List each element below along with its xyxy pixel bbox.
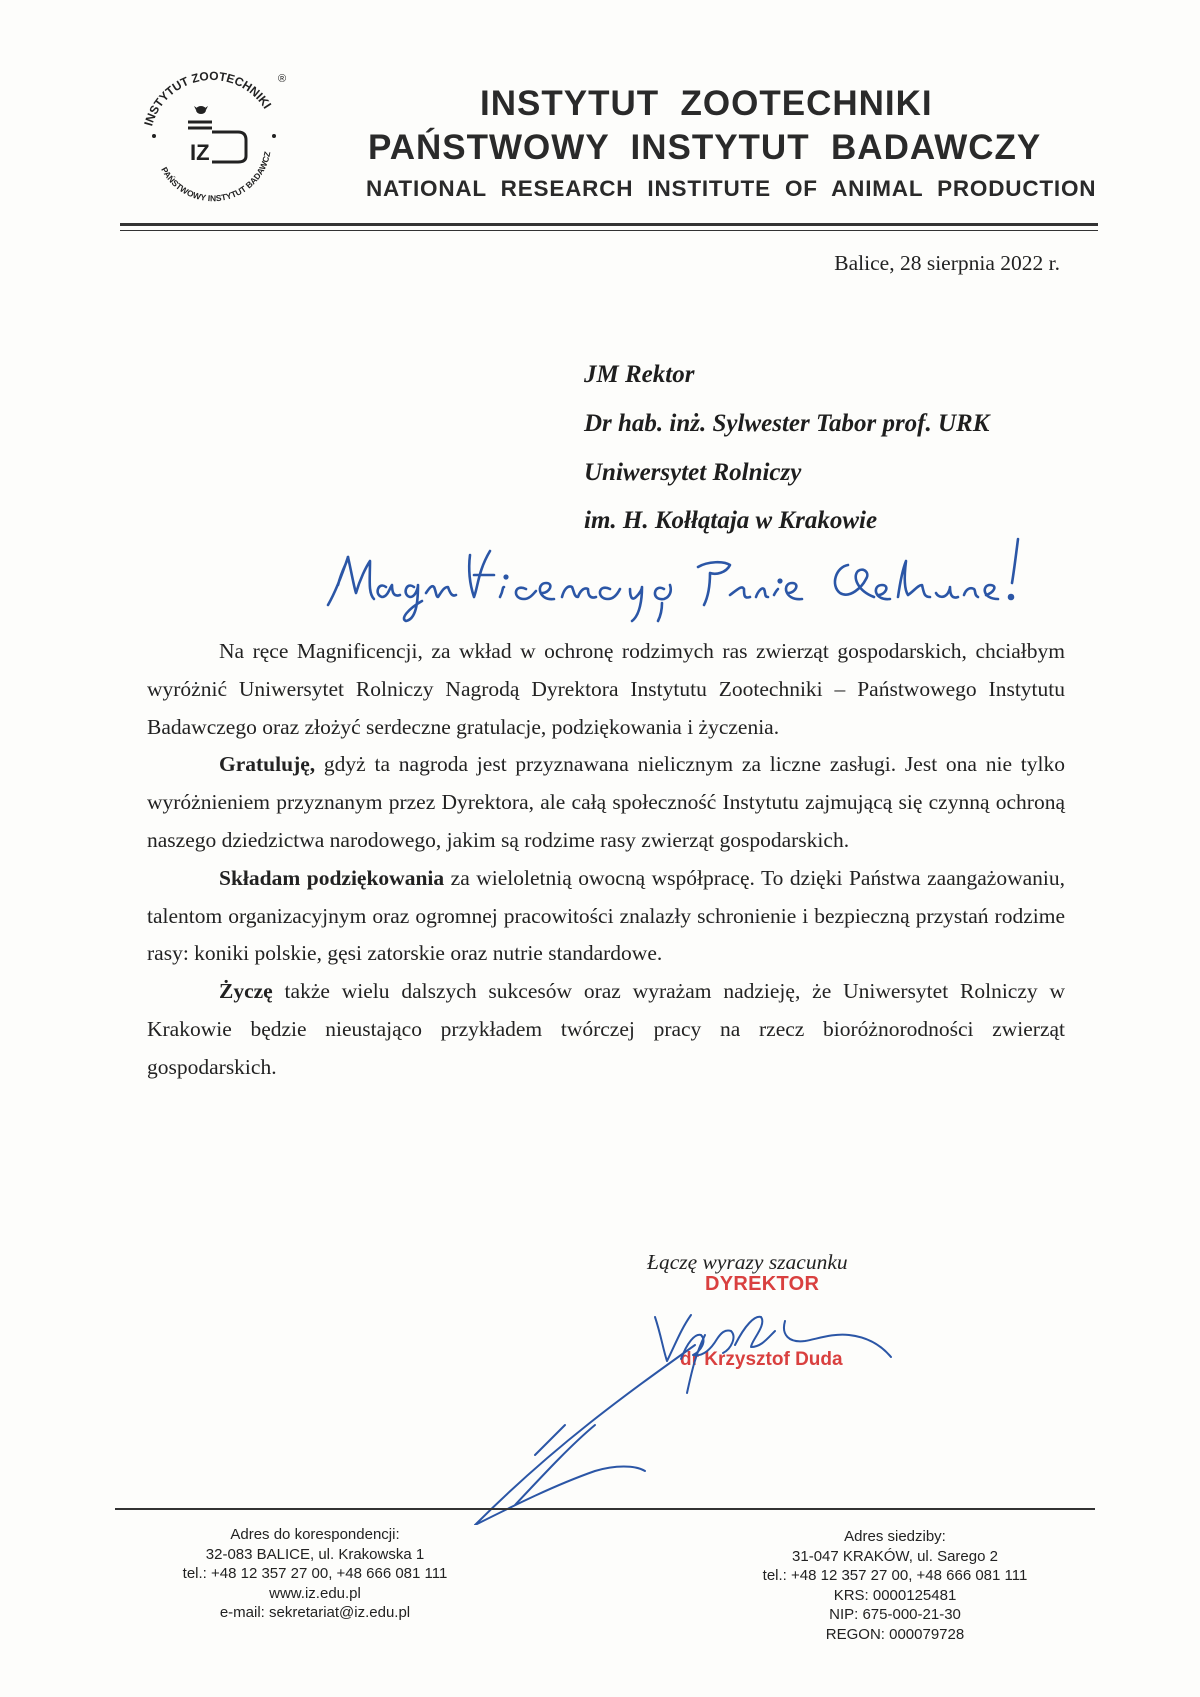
paragraph-3-text: za wieloletnią owocną współpracę. To dzięki Państwa zaangażowaniu, talentom organizacyjnym oraz ogromnej pracowitości znalazły schronienie i bezpieczną przystań rodzime rasy: koniki polskie, gęsi zatorskie oraz nutrie standardowe. [147,865,1065,966]
office-nip: NIP: 675-000-21-30 [829,1606,961,1623]
footer-rule [115,1508,1095,1510]
paragraph-3-lead: Składam podziękowania [219,865,445,890]
paragraph-2 [147,746,1065,859]
letter-date: Balice, 28 sierpnia 2022 r. [834,251,1060,275]
director-signature [455,1285,935,1525]
addressee-university: Uniwersytet Rolniczy [584,459,802,486]
addressee-university-name: im. H. Kołłątaja w Krakowie [584,507,878,534]
website-link[interactable]: www.iz.edu.pl [269,1584,361,1602]
office-street: 31-047 KRAKÓW, ul. Sarego 2 [792,1547,998,1565]
svg-text:INSTYTUT ZOOTECHNIKI: INSTYTUT ZOOTECHNIKI [141,68,275,128]
correspondence-street: 32-083 BALICE, ul. Krakowska 1 [205,1545,425,1563]
paragraph-1 [147,633,1065,746]
institute-name-en: NATIONAL RESEARCH INSTITUTE OF ANIMAL PRODUCTION [366,176,1097,201]
letterhead-rule-thin [120,230,1098,231]
office-krs: KRS: 0000125481 [833,1586,957,1604]
stamp-title: DYREKTOR [705,1273,820,1295]
paragraph-2-lead: Gratuluję, [219,752,316,777]
handwritten-greeting [318,535,1028,625]
paragraph-4 [147,973,1065,1086]
addressee-name: Dr hab. inż. Sylwester Tabor prof. URK [584,410,990,437]
paragraph-3 [147,860,1065,973]
registered-office-address [735,1527,1055,1644]
paragraph-4-text: także wielu dalszych sukcesów oraz wyrażam nadzieję, że Uniwersytet Rolniczy w Krakowie będzie nieustająco przykładem twórczej pracy na rzecz bioróżnorodności zwierząt gospodarskich. [147,979,1065,1079]
letterhead-rule-thick [120,223,1098,226]
svg-text:PAŃSTWOWY INSTYTUT BADAWCZY: PAŃSTWOWY INSTYTUT BADAWCZ [159,150,273,204]
paragraph-2-text: gdyż ta nagroda jest przyznawana nielicznym za liczne zasługi. Jest ona nie tylko wyróżnieniem przyznanym przez Dyrektora, ale całą społeczność Instytutu zajmującą się czynną ochroną naszego dziedzictwa narodowego, jakim są rodzime rasy zwierząt gospodarskich. [147,752,1065,852]
stamp-name: dr Krzysztof Duda [680,1349,843,1370]
email-link[interactable]: e-mail: sekretariat@iz.edu.pl [219,1604,411,1621]
office-regon: REGON: 000079728 [825,1625,965,1643]
office-heading: Adres siedziby: [844,1528,946,1545]
letter-body [147,633,1065,1087]
svg-text:®: ® [278,73,287,85]
correspondence-address [155,1525,475,1623]
institute-logo [128,62,298,212]
logo-mark-text: IZ [190,140,210,165]
office-phone: tel.: +48 12 357 27 00, +48 666 081 111 [762,1567,1028,1584]
paragraph-4-lead: Życzę [219,979,273,1004]
correspondence-heading: Adres do korespondencji: [230,1526,400,1543]
institute-name-pl: INSTYTUT ZOOTECHNIKI [480,84,933,123]
paragraph-1-text: Na ręce Magnificencji, za wkład w ochronę rodzimych ras zwierząt gospodarskich, chciałbym wyróżnić Uniwersytet Rolniczy Nagrodą Dyrektora Instytutu Zootechniki – Państwowego Instytutu Badawczego oraz złożyć serdeczne gratulacje, podziękowania i życzenia. [147,639,1065,739]
addressee-title: JM Rektor [584,361,695,388]
institute-status-pl: PAŃSTWOWY INSTYTUT BADAWCZY [368,128,1042,167]
correspondence-phone: tel.: +48 12 357 27 00, +48 666 081 111 [182,1565,448,1582]
closing-phrase: Łączę wyrazy szacunku [647,1250,848,1274]
